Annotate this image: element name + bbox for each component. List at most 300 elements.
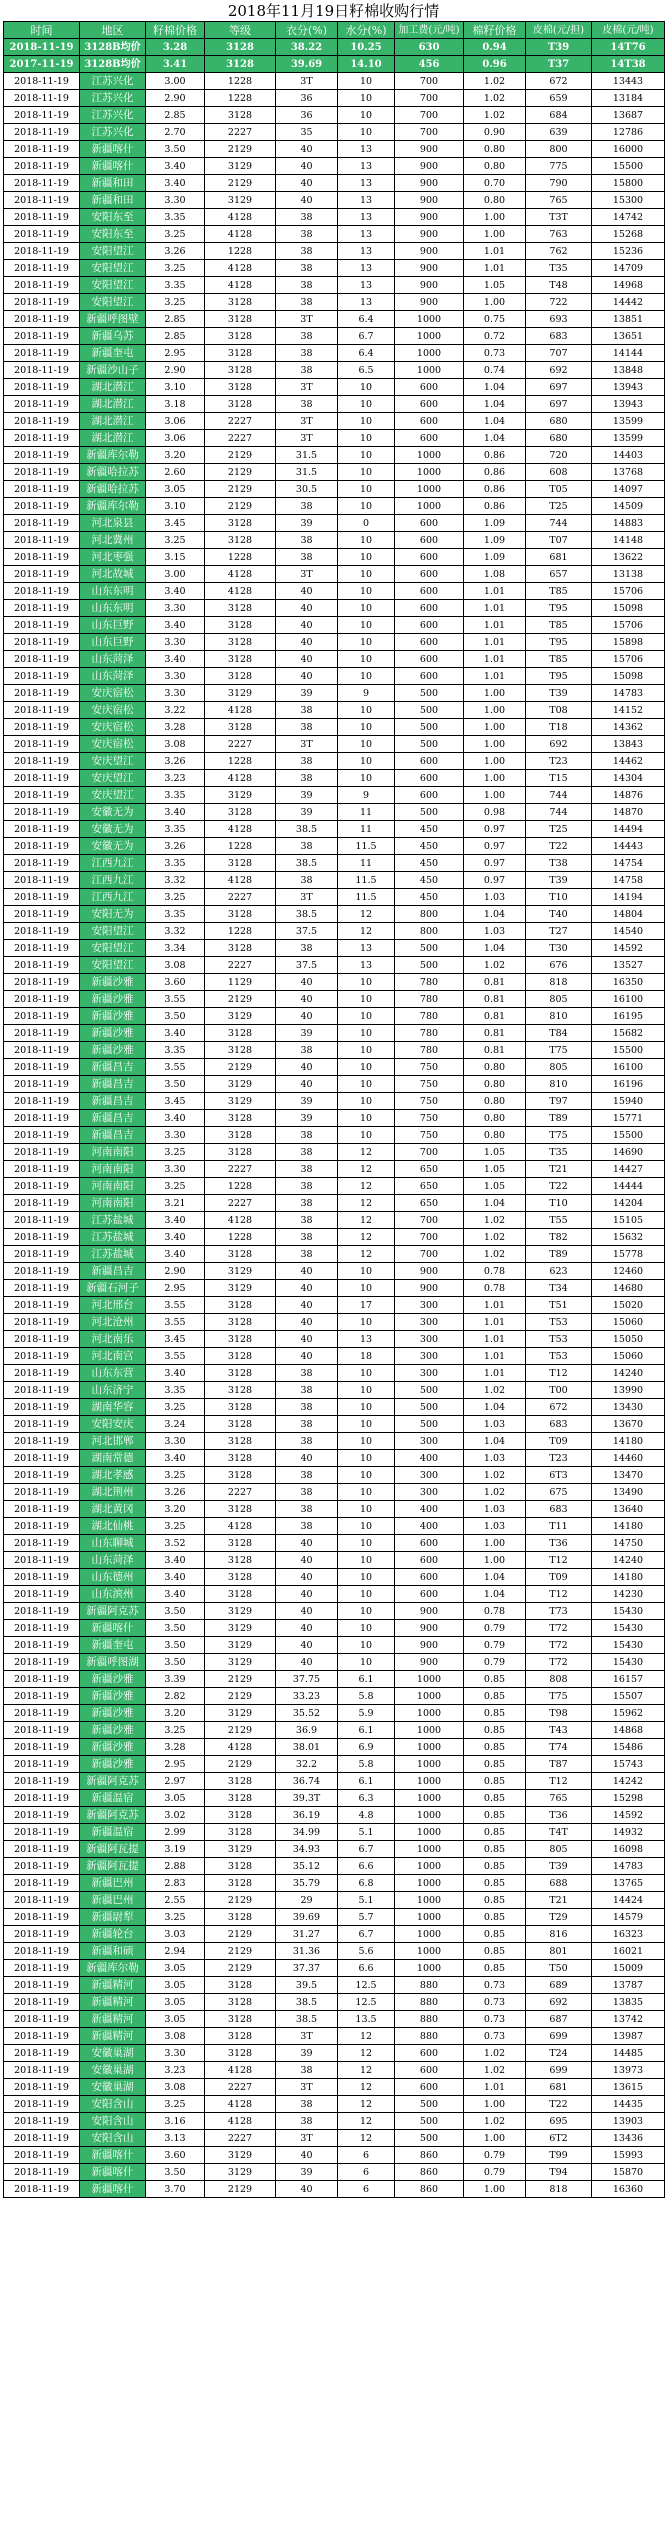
cell-cottonseed-price: 0.94 — [464, 39, 526, 56]
cell-cottonseed-price: 1.02 — [464, 957, 526, 974]
cell-seed-cotton-price: 2.55 — [146, 1892, 205, 1909]
cell-lint-percent: 36 — [276, 107, 338, 124]
cell-region: 新疆沙雅 — [80, 1688, 146, 1705]
cell-moisture: 10 — [338, 668, 395, 685]
cell-date: 2018-11-19 — [4, 1484, 80, 1501]
cell-lint-per-ton: 15300 — [592, 192, 665, 209]
table-row — [4, 1484, 665, 1501]
cell-grade: 3128 — [205, 651, 276, 668]
cell-moisture: 13 — [338, 158, 395, 175]
cell-lint-per-ton: 14783 — [592, 1858, 665, 1875]
table-row — [4, 447, 665, 464]
cell-cottonseed-price: 0.86 — [464, 481, 526, 498]
cell-lint-percent: 40 — [276, 991, 338, 1008]
cell-lint-per-dan: T75 — [526, 1042, 592, 1059]
cell-lint-percent: 38.5 — [276, 1994, 338, 2011]
cell-lint-percent: 38 — [276, 1178, 338, 1195]
cell-grade: 3128 — [205, 2011, 276, 2028]
cell-lint-per-dan: 692 — [526, 1994, 592, 2011]
cell-grade: 3129 — [205, 192, 276, 209]
cell-lint-per-dan: 765 — [526, 1790, 592, 1807]
cell-lint-per-dan: T21 — [526, 1892, 592, 1909]
cell-region: 安徽无为 — [80, 821, 146, 838]
cell-moisture: 6.6 — [338, 1960, 395, 1977]
cell-lint-percent: 38 — [276, 243, 338, 260]
cell-lint-per-ton: 13835 — [592, 1994, 665, 2011]
cell-lint-percent: 38 — [276, 1127, 338, 1144]
cell-moisture: 12 — [338, 2130, 395, 2147]
cell-moisture: 6.6 — [338, 1858, 395, 1875]
cell-lint-per-ton: 14932 — [592, 1824, 665, 1841]
cell-processing-fee: 300 — [395, 1433, 464, 1450]
cell-moisture: 6.7 — [338, 1841, 395, 1858]
cell-date: 2018-11-19 — [4, 1076, 80, 1093]
cell-lint-percent: 38 — [276, 209, 338, 226]
cell-seed-cotton-price: 2.90 — [146, 90, 205, 107]
table-row — [4, 1076, 665, 1093]
cell-date: 2018-11-19 — [4, 2079, 80, 2096]
cell-lint-per-ton: 14424 — [592, 1892, 665, 1909]
cell-processing-fee: 600 — [395, 2079, 464, 2096]
cell-lint-percent: 38 — [276, 1042, 338, 1059]
cell-moisture: 10 — [338, 1535, 395, 1552]
cell-seed-cotton-price: 3.22 — [146, 702, 205, 719]
cell-processing-fee: 900 — [395, 1603, 464, 1620]
cell-processing-fee: 1000 — [395, 345, 464, 362]
cell-lint-percent: 38 — [276, 2096, 338, 2113]
cell-moisture: 10 — [338, 430, 395, 447]
cell-moisture: 12 — [338, 2113, 395, 2130]
table-row — [4, 345, 665, 362]
cell-region: 安阳含山 — [80, 2113, 146, 2130]
cell-cottonseed-price: 1.03 — [464, 1501, 526, 1518]
table-row — [4, 396, 665, 413]
cell-moisture: 11.5 — [338, 872, 395, 889]
cell-processing-fee: 600 — [395, 2062, 464, 2079]
cell-cottonseed-price: 0.85 — [464, 1892, 526, 1909]
cell-region: 河北故城 — [80, 566, 146, 583]
cell-seed-cotton-price: 2.85 — [146, 107, 205, 124]
table-row — [4, 192, 665, 209]
cell-moisture: 10 — [338, 1399, 395, 1416]
cell-region: 山东巨野 — [80, 634, 146, 651]
cell-seed-cotton-price: 3.25 — [146, 1909, 205, 1926]
cell-moisture: 13 — [338, 940, 395, 957]
cell-seed-cotton-price: 3.35 — [146, 1042, 205, 1059]
cell-moisture: 14.10 — [338, 56, 395, 73]
cell-date: 2018-11-19 — [4, 141, 80, 158]
cell-grade: 4128 — [205, 2113, 276, 2130]
cell-lint-per-ton: 14690 — [592, 1144, 665, 1161]
cell-cottonseed-price: 1.09 — [464, 549, 526, 566]
cell-lint-per-ton: 16195 — [592, 1008, 665, 1025]
cell-moisture: 13 — [338, 260, 395, 277]
cell-cottonseed-price: 0.72 — [464, 328, 526, 345]
cell-grade: 3128 — [205, 56, 276, 73]
cell-lint-per-ton: 15706 — [592, 617, 665, 634]
cell-lint-per-ton: 14680 — [592, 1280, 665, 1297]
cell-lint-per-dan: T4T — [526, 1824, 592, 1841]
cell-lint-per-dan: T07 — [526, 532, 592, 549]
cell-lint-percent: 38 — [276, 1246, 338, 1263]
cell-date: 2018-11-19 — [4, 1909, 80, 1926]
cell-lint-per-ton: 15268 — [592, 226, 665, 243]
cell-grade: 3128 — [205, 1994, 276, 2011]
cell-cottonseed-price: 0.73 — [464, 1977, 526, 1994]
cell-seed-cotton-price: 3.30 — [146, 1161, 205, 1178]
cell-cottonseed-price: 0.79 — [464, 2164, 526, 2181]
cell-processing-fee: 1000 — [395, 1909, 464, 1926]
cell-cottonseed-price: 0.79 — [464, 2147, 526, 2164]
cell-grade: 3128 — [205, 906, 276, 923]
cell-region: 山东德州 — [80, 1569, 146, 1586]
cell-grade: 2227 — [205, 2079, 276, 2096]
cell-processing-fee: 860 — [395, 2181, 464, 2198]
cell-date: 2018-11-19 — [4, 804, 80, 821]
header-date: 时间 — [4, 22, 80, 39]
cell-date: 2018-11-19 — [4, 1212, 80, 1229]
cell-moisture: 10 — [338, 770, 395, 787]
table-row — [4, 498, 665, 515]
cell-cottonseed-price: 1.03 — [464, 1450, 526, 1467]
cell-region: 新疆沙雅 — [80, 1671, 146, 1688]
cell-lint-percent: 39.69 — [276, 1909, 338, 1926]
cell-cottonseed-price: 1.09 — [464, 515, 526, 532]
cell-grade: 3128 — [205, 311, 276, 328]
cell-grade: 4128 — [205, 770, 276, 787]
cell-grade: 3128 — [205, 1858, 276, 1875]
cell-moisture: 6 — [338, 2147, 395, 2164]
cell-grade: 2227 — [205, 889, 276, 906]
cell-lint-percent: 33.23 — [276, 1688, 338, 1705]
cell-cottonseed-price: 1.00 — [464, 2096, 526, 2113]
table-row — [4, 923, 665, 940]
cell-date: 2018-11-19 — [4, 1161, 80, 1178]
cell-region: 湖北黄冈 — [80, 1501, 146, 1518]
cell-processing-fee: 750 — [395, 1076, 464, 1093]
cell-seed-cotton-price: 2.88 — [146, 1858, 205, 1875]
cell-date: 2018-11-19 — [4, 192, 80, 209]
table-row — [4, 1807, 665, 1824]
cell-lint-per-ton: 15486 — [592, 1739, 665, 1756]
cell-region: 新疆阿克苏 — [80, 1807, 146, 1824]
table-row — [4, 379, 665, 396]
cell-moisture: 13 — [338, 277, 395, 294]
cell-processing-fee: 700 — [395, 1212, 464, 1229]
cell-processing-fee: 600 — [395, 413, 464, 430]
cell-moisture: 10.25 — [338, 39, 395, 56]
cell-moisture: 10 — [338, 1603, 395, 1620]
cell-lint-percent: 40 — [276, 1314, 338, 1331]
cell-cottonseed-price: 1.01 — [464, 1348, 526, 1365]
cell-region: 江苏兴化 — [80, 90, 146, 107]
cell-lint-per-ton: 12786 — [592, 124, 665, 141]
cell-lint-percent: 39 — [276, 1025, 338, 1042]
cell-processing-fee: 400 — [395, 1501, 464, 1518]
cell-lint-per-ton: 15050 — [592, 1331, 665, 1348]
cell-grade: 2227 — [205, 957, 276, 974]
cell-lint-per-dan: T87 — [526, 1756, 592, 1773]
cell-processing-fee: 600 — [395, 634, 464, 651]
cell-seed-cotton-price: 3.26 — [146, 243, 205, 260]
cell-lint-per-dan: 765 — [526, 192, 592, 209]
cell-grade: 3128 — [205, 1977, 276, 1994]
cell-seed-cotton-price: 2.95 — [146, 345, 205, 362]
cell-moisture: 10 — [338, 1263, 395, 1280]
cell-date: 2018-11-19 — [4, 1620, 80, 1637]
cell-region: 江苏兴化 — [80, 73, 146, 90]
table-row — [4, 2147, 665, 2164]
cell-grade: 3128 — [205, 617, 276, 634]
table-row — [4, 2164, 665, 2181]
cell-date: 2018-11-19 — [4, 838, 80, 855]
cell-region: 新疆精河 — [80, 2028, 146, 2045]
cell-grade: 4128 — [205, 821, 276, 838]
cell-seed-cotton-price: 3.26 — [146, 753, 205, 770]
cell-lint-percent: 40 — [276, 1603, 338, 1620]
cell-date: 2018-11-19 — [4, 906, 80, 923]
cell-region: 湖北孝感 — [80, 1467, 146, 1484]
cell-cottonseed-price: 0.85 — [464, 1705, 526, 1722]
cell-region: 安徽巢湖 — [80, 2062, 146, 2079]
cell-lint-percent: 40 — [276, 1637, 338, 1654]
table-row — [4, 753, 665, 770]
cell-region: 新疆喀什 — [80, 141, 146, 158]
cell-date: 2018-11-19 — [4, 2181, 80, 2198]
cell-region: 新疆昌吉 — [80, 1093, 146, 1110]
cell-moisture: 10 — [338, 1025, 395, 1042]
table-row — [4, 957, 665, 974]
cell-lint-per-dan: T12 — [526, 1773, 592, 1790]
cell-processing-fee: 1000 — [395, 1671, 464, 1688]
cell-seed-cotton-price: 3.25 — [146, 1518, 205, 1535]
cell-region: 新疆昌吉 — [80, 1059, 146, 1076]
cell-lint-per-ton: 15993 — [592, 2147, 665, 2164]
cell-moisture: 6.4 — [338, 311, 395, 328]
cell-seed-cotton-price: 3.35 — [146, 906, 205, 923]
cell-lint-percent: 38 — [276, 1382, 338, 1399]
cell-processing-fee: 300 — [395, 1484, 464, 1501]
table-row — [4, 1994, 665, 2011]
cell-region: 新疆昌吉 — [80, 1110, 146, 1127]
cell-date: 2018-11-19 — [4, 481, 80, 498]
cell-processing-fee: 900 — [395, 1637, 464, 1654]
cell-processing-fee: 880 — [395, 2011, 464, 2028]
cell-date: 2018-11-19 — [4, 2062, 80, 2079]
cell-region: 山东滨州 — [80, 1586, 146, 1603]
cell-lint-per-ton: 15962 — [592, 1705, 665, 1722]
cell-lint-per-ton: 14152 — [592, 702, 665, 719]
table-row — [4, 1467, 665, 1484]
cell-lint-per-dan: T72 — [526, 1620, 592, 1637]
cell-date: 2018-11-19 — [4, 1637, 80, 1654]
cell-grade: 2129 — [205, 464, 276, 481]
cell-processing-fee: 650 — [395, 1195, 464, 1212]
cell-lint-percent: 38 — [276, 2113, 338, 2130]
cell-region: 新疆巴州 — [80, 1892, 146, 1909]
cell-moisture: 6.1 — [338, 1671, 395, 1688]
cell-lint-per-ton: 16100 — [592, 1059, 665, 1076]
cell-cottonseed-price: 0.80 — [464, 1076, 526, 1093]
cell-seed-cotton-price: 3.23 — [146, 2062, 205, 2079]
cell-lint-per-dan: T05 — [526, 481, 592, 498]
cell-lint-per-ton: 14876 — [592, 787, 665, 804]
cell-moisture: 17 — [338, 1297, 395, 1314]
table-row — [4, 124, 665, 141]
table-row — [4, 260, 665, 277]
cell-lint-per-ton: 13765 — [592, 1875, 665, 1892]
cell-processing-fee: 500 — [395, 702, 464, 719]
cell-seed-cotton-price: 3.05 — [146, 1960, 205, 1977]
cell-cottonseed-price: 0.85 — [464, 1671, 526, 1688]
cell-region: 新疆尉犁 — [80, 1909, 146, 1926]
cell-date: 2018-11-19 — [4, 1824, 80, 1841]
cell-moisture: 10 — [338, 464, 395, 481]
cell-region: 安阳无为 — [80, 906, 146, 923]
cell-lint-per-dan: 720 — [526, 447, 592, 464]
cell-cottonseed-price: 1.00 — [464, 753, 526, 770]
cell-lint-per-dan: 762 — [526, 243, 592, 260]
cell-processing-fee: 750 — [395, 1127, 464, 1144]
cell-grade: 3128 — [205, 1331, 276, 1348]
table-row — [4, 90, 665, 107]
table-row — [4, 1841, 665, 1858]
cell-lint-per-ton: 16098 — [592, 1841, 665, 1858]
cell-processing-fee: 880 — [395, 2028, 464, 2045]
cell-lint-per-ton: 15870 — [592, 2164, 665, 2181]
cell-lint-percent: 3T — [276, 566, 338, 583]
cell-lint-per-dan: T11 — [526, 1518, 592, 1535]
cell-lint-per-dan: T95 — [526, 600, 592, 617]
cell-cottonseed-price: 1.00 — [464, 2181, 526, 2198]
cell-grade: 3128 — [205, 1807, 276, 1824]
cell-grade: 3128 — [205, 1025, 276, 1042]
cell-cottonseed-price: 0.85 — [464, 1960, 526, 1977]
cell-moisture: 10 — [338, 1042, 395, 1059]
cell-lint-per-dan: T48 — [526, 277, 592, 294]
cell-lint-per-dan: 6T2 — [526, 2130, 592, 2147]
cell-seed-cotton-price: 2.95 — [146, 1756, 205, 1773]
cell-processing-fee: 900 — [395, 277, 464, 294]
cell-region: 河南南阳 — [80, 1178, 146, 1195]
cell-grade: 3128 — [205, 1450, 276, 1467]
cell-processing-fee: 1000 — [395, 1688, 464, 1705]
cell-processing-fee: 900 — [395, 294, 464, 311]
cell-lint-per-dan: T75 — [526, 1127, 592, 1144]
cell-cottonseed-price: 1.01 — [464, 2079, 526, 2096]
cell-lint-per-ton: 14427 — [592, 1161, 665, 1178]
cell-region: 新疆温宿 — [80, 1824, 146, 1841]
cell-moisture: 6.8 — [338, 1875, 395, 1892]
cell-seed-cotton-price: 3.05 — [146, 2011, 205, 2028]
cell-cottonseed-price: 1.05 — [464, 1144, 526, 1161]
cell-lint-percent: 38 — [276, 1518, 338, 1535]
table-row — [4, 243, 665, 260]
cell-cottonseed-price: 0.85 — [464, 1773, 526, 1790]
cell-lint-percent: 37.37 — [276, 1960, 338, 1977]
table-row — [4, 1314, 665, 1331]
cell-lint-percent: 34.93 — [276, 1841, 338, 1858]
cell-grade: 4128 — [205, 1212, 276, 1229]
cell-date: 2018-11-19 — [4, 1603, 80, 1620]
cell-grade: 3129 — [205, 158, 276, 175]
cell-lint-per-ton: 14240 — [592, 1365, 665, 1382]
cell-processing-fee: 600 — [395, 1552, 464, 1569]
cell-lint-percent: 39 — [276, 1110, 338, 1127]
cell-lint-per-dan: 805 — [526, 1841, 592, 1858]
cell-date: 2018-11-19 — [4, 430, 80, 447]
cell-seed-cotton-price: 3.50 — [146, 1637, 205, 1654]
cell-region: 河北南宫 — [80, 1348, 146, 1365]
cell-lint-percent: 3T — [276, 379, 338, 396]
cell-seed-cotton-price: 3.24 — [146, 1416, 205, 1433]
cell-lint-percent: 40 — [276, 158, 338, 175]
cell-lint-per-dan: 699 — [526, 2062, 592, 2079]
cell-cottonseed-price: 0.80 — [464, 192, 526, 209]
cell-moisture: 10 — [338, 1450, 395, 1467]
cell-date: 2018-11-19 — [4, 821, 80, 838]
cell-lint-per-dan: 763 — [526, 226, 592, 243]
cell-processing-fee: 650 — [395, 1161, 464, 1178]
cell-processing-fee: 600 — [395, 668, 464, 685]
cell-moisture: 13 — [338, 226, 395, 243]
cell-processing-fee: 860 — [395, 2147, 464, 2164]
table-row — [4, 1229, 665, 1246]
cell-seed-cotton-price: 3.40 — [146, 1569, 205, 1586]
cell-cottonseed-price: 0.85 — [464, 1688, 526, 1705]
cell-grade: 4128 — [205, 260, 276, 277]
cell-moisture: 10 — [338, 583, 395, 600]
cell-lint-per-ton: 14144 — [592, 345, 665, 362]
cell-lint-percent: 38 — [276, 1467, 338, 1484]
cell-lint-percent: 39.3T — [276, 1790, 338, 1807]
cell-grade: 2129 — [205, 447, 276, 464]
cell-date: 2018-11-19 — [4, 719, 80, 736]
cell-region: 新疆精河 — [80, 2011, 146, 2028]
cell-grade: 2129 — [205, 481, 276, 498]
cell-lint-percent: 38.5 — [276, 2011, 338, 2028]
cell-lint-per-ton: 13990 — [592, 1382, 665, 1399]
cell-date: 2018-11-19 — [4, 498, 80, 515]
cell-region: 新疆奎屯 — [80, 1637, 146, 1654]
cell-lint-per-dan: T21 — [526, 1161, 592, 1178]
cell-lint-per-dan: T10 — [526, 1195, 592, 1212]
cell-region: 新疆和田 — [80, 192, 146, 209]
cell-lint-per-dan: 695 — [526, 2113, 592, 2130]
cell-lint-per-dan: T94 — [526, 2164, 592, 2181]
cell-grade: 3128 — [205, 294, 276, 311]
cell-cottonseed-price: 0.78 — [464, 1263, 526, 1280]
cell-seed-cotton-price: 3.19 — [146, 1841, 205, 1858]
cell-date: 2018-11-19 — [4, 1025, 80, 1042]
cell-grade: 4128 — [205, 1739, 276, 1756]
cell-grade: 3129 — [205, 787, 276, 804]
cell-cottonseed-price: 1.00 — [464, 2130, 526, 2147]
cell-date: 2018-11-19 — [4, 872, 80, 889]
cell-grade: 3128 — [205, 515, 276, 532]
cell-lint-per-ton: 16360 — [592, 2181, 665, 2198]
cell-cottonseed-price: 1.03 — [464, 889, 526, 906]
cell-processing-fee: 750 — [395, 1093, 464, 1110]
cell-moisture: 5.1 — [338, 1824, 395, 1841]
cell-lint-per-dan: 693 — [526, 311, 592, 328]
cell-lint-per-dan: 810 — [526, 1076, 592, 1093]
cell-lint-per-ton: 15800 — [592, 175, 665, 192]
cell-lint-percent: 40 — [276, 1535, 338, 1552]
cell-moisture: 5.1 — [338, 1892, 395, 1909]
cell-cottonseed-price: 1.05 — [464, 1178, 526, 1195]
cell-seed-cotton-price: 3.28 — [146, 1739, 205, 1756]
